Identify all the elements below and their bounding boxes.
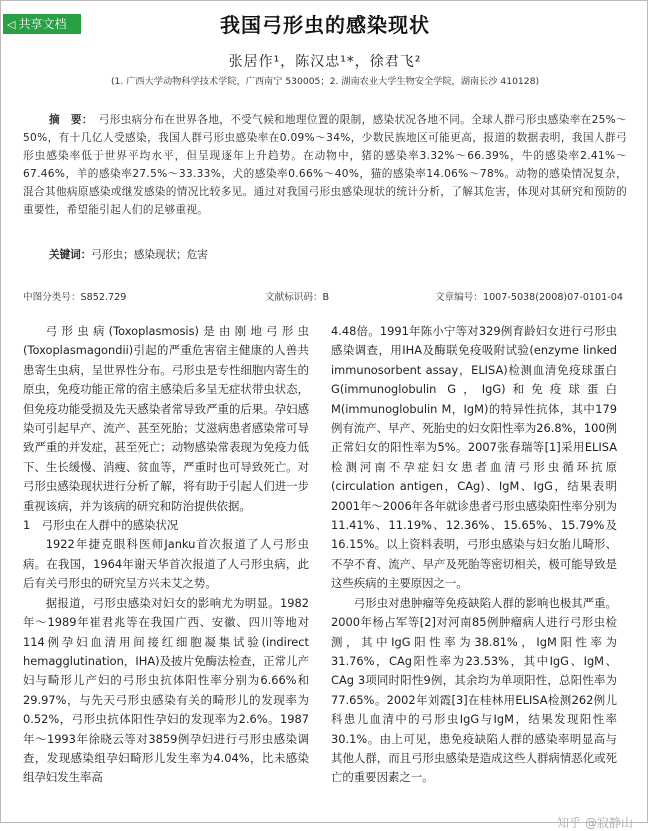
- keywords-label: 关键词：: [49, 249, 92, 261]
- abstract-label: 摘 要：: [49, 114, 93, 126]
- keywords: [49, 247, 609, 262]
- history-paragraph: 1922年捷克眼科医师Janku首次报道了人弓形虫病。在我国，1964年谢天华首次报道了人弓形虫病，此后有关弓形虫的研究呈方兴未艾之势。: [23, 537, 309, 591]
- women-infection-continued: 4.48倍。1991年陈小宁等对329例育龄妇女进行弓形虫感染调查，用IHA及酶联免疫吸附试验(enzyme linked immunosorbent assay，ELISA)检测血清免疫球蛋白G(immunoglobulin G，IgG)和免疫球蛋白M(immunoglobulin M，IgM)的特异性抗体，其中179例有流产、早产、死胎史的妇女阳性率为26.8%，100例正常妇女的阳性率为5%。2007张春瑞等[1]采用ELISA检测河南不孕症妇女患者血清弓形虫循环抗原(circulation antigen，CAg)、IgM、IgG，结果表明2001年～2006年各年就诊患者弓形虫感染阳性率分别为11.41%、11.19%、12.36%、15.65%、15.79%及16.15%。以上资料表明，弓形虫感染与妇女胎儿畸形、不孕不育、流产、早产及死胎等密切相关，极可能导致是这些疾病的主要原因之一。: [331, 324, 617, 591]
- abstract-text: 弓形虫病分布在世界各地，不受气候和地理位置的限制，感染状况各地不同。全球人群弓形虫感染率在25%～50%，有十几亿人受感染，我国人群弓形虫感染率在0.09%～34%，少数民族地区可能更高，报道的数据表明，我国人群弓形虫感染率低于世界平均水平，但呈现逐年上升趋势。在动物中，猪的感染率3.32%～66.39%，牛的感染率2.41%～67.46%，羊的感染率27.5%～33.33%，犬的感染率0.66%～40%，猫的感染率14.06%～78%。动物的感染情况复杂，混合其他病原感染或继发感染的情况比较多见。通过对我国弓形虫感染现状的统计分析，了解其危害，体现对其研究和预防的重要性，希望能引起人们的足够重视。: [23, 114, 627, 216]
- right-column: [331, 322, 617, 788]
- clc-number: 中图分类号：S852.729: [23, 292, 127, 303]
- document-code: 文献标识码：B: [265, 292, 330, 303]
- article-number: 文章编号：1007-5038(2008)07-0101-04: [435, 292, 623, 303]
- zhihu-watermark: 知乎 @寂静山: [557, 816, 633, 830]
- paper-authors: 张居作¹，陈汉忠¹*，徐君飞²: [228, 54, 422, 70]
- paper-title: 我国弓形虫的感染现状: [220, 13, 430, 37]
- keywords-text: 弓形虫；感染现状；危害: [91, 249, 208, 261]
- share-icon: ◁: [7, 18, 16, 31]
- immunodeficiency-paragraph: 弓形虫对患肿瘤等免疫缺陷人群的影响也极其严重。2000年杨占军等[2]对河南85例肿瘤病人进行弓形虫检测，其中IgG阳性率为38.81%，IgM阳性率为31.76%，CAg阳性率为23.53%，其中IgG、IgM、CAg 3项同时阳性9例，其余均为单项阳性，总阳性率为77.65%。2002年刘霞[3]在桂林用ELISA检测262例儿科患儿血清中的弓形虫IgG与IgM，结果发现阳性率30.1%。由上可见，患免疫缺陷人群的感染率明显高与其他人群，而且弓形虫感染是造成这些人群病情恶化或死亡的重要因素之一。: [331, 595, 617, 785]
- left-column: [23, 322, 309, 788]
- intro-paragraph: 弓形虫病(Toxoplasmosis)是由刚地弓形虫(Toxoplasmagondii)引起的严重危害宿主健康的人兽共患寄生虫病，呈世界性分布。弓形虫是专性细胞内寄生的原虫，免疫功能正常的宿主感染后多呈无症状带虫状态，但免疫功能受损及先天感染者常导致严重的后果。孕妇感染可引起早产、流产、甚至死胎；艾滋病患者感染常可导致严重的并发症，甚至死亡；动物感染常表现为免疫力低下、生长缓慢、消瘦、贫血等，严重时也可导致死亡。对弓形虫感染现状进行分析了解，将有助于引起人们进一步重视该病，并为该病的研究和防治提供依据。: [23, 324, 309, 513]
- badge-label: 共享文档: [18, 17, 67, 31]
- women-infection-paragraph: 据报道，弓形虫感染对妇女的影响尤为明显。1982年～1989年崔君兆等在我国广西、安徽、四川等地对114例孕妇血清用间接红细胞凝集试验(indirect hemagglutination，IHA)及披片免酶法检查，正常儿产妇与畸形儿产妇的弓形虫抗体阳性率分别为6.66%和29.97%，与先天弓形虫感染有关的畸形儿的发现率为0.52%，弓形虫抗体阳性孕妇的发现率为2.6%。1987年～1993年徐晓云等对3859例孕妇进行弓形虫感染调查，发现感染组孕妇畸形儿发生率为4.04%，比未感染组孕妇发生率高: [23, 595, 309, 785]
- abstract: [23, 111, 627, 219]
- section-heading: 1 弓形虫在人群中的感染状况: [23, 518, 179, 533]
- paper-affiliation: (1. 广西大学动物科学技术学院，广西南宁 530005；2. 湖南农业大学生物安全学院，湖南长沙 410128): [110, 76, 540, 87]
